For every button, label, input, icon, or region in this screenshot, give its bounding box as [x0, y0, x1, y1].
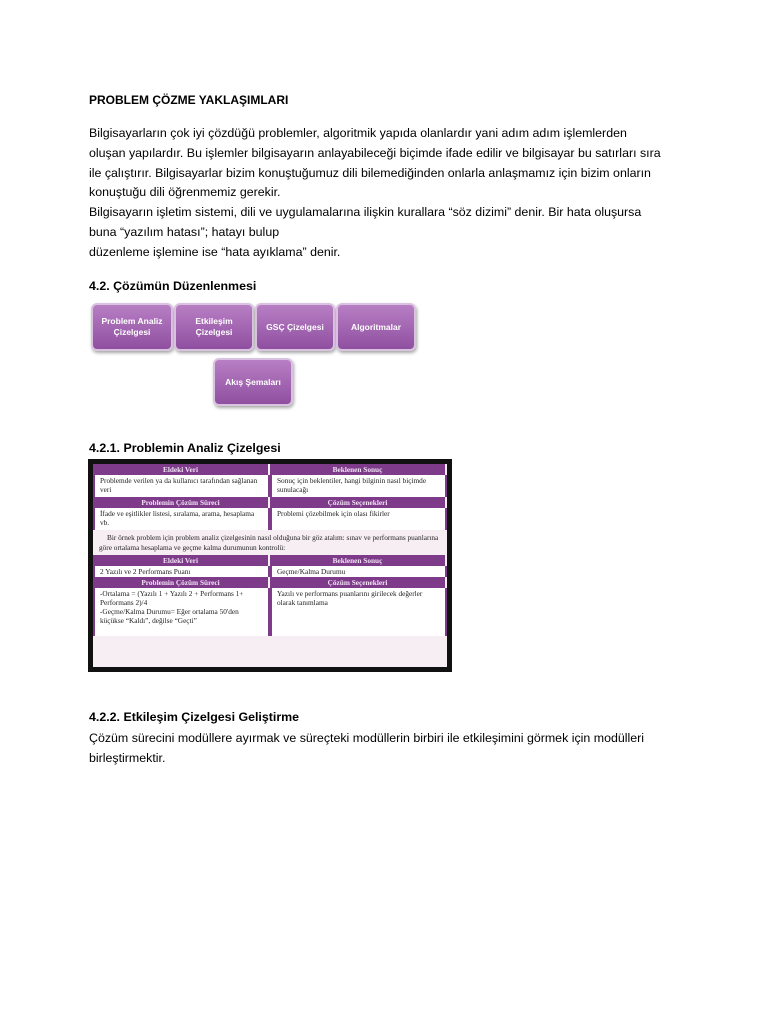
section-heading-4-2: 4.2. Çözümün Düzenlenmesi	[89, 279, 257, 293]
table-note: Bir örnek problem için problem analiz çizelgesinin nasıl olduğuna bir göz atalım: sınav ve performans puanlarına göre ortalama hesaplama ve geçme kalma durumunun kontrolü:	[99, 533, 439, 552]
paragraph-line: düzenleme işlemine ise “hata ayıklama” denir.	[89, 244, 341, 259]
interaction-chart-button: Etkileşim Çizelgesi	[174, 303, 254, 351]
gsc-chart-button: GSÇ Çizelgesi	[255, 303, 335, 351]
table-cell: Sonuç için beklentiler, hangi bilginin nasıl biçimde sunulacağı	[270, 475, 447, 497]
table-header: Çözüm Seçenekleri	[270, 497, 447, 508]
table-header: Çözüm Seçenekleri	[270, 577, 447, 588]
paragraph-line: oluşan yapılardır. Bu işlemler bilgisayarın anlayabileceği biçimde ifade edilir ve bilgisayar bu satırları sıra	[89, 145, 661, 160]
paragraph-line: birleştirmektir.	[89, 750, 166, 765]
table-cell: Problemde verilen ya da kullanıcı tarafından sağlanan veri	[93, 475, 270, 497]
table-cell: -Geçme/Kalma Durumu= Eğer ortalama 50'den küçükse “Kaldı”, değilse “Geçti”	[100, 607, 239, 625]
table-header: Problemin Çözüm Süreci	[93, 497, 270, 508]
table-cell: Geçme/Kalma Durumu	[270, 566, 447, 577]
table-header: Eldeki Veri	[93, 464, 270, 475]
page-title: PROBLEM ÇÖZME YAKLAŞIMLARI	[89, 93, 289, 107]
paragraph-line: konuştuğu dili öğrenmemiz gerekir.	[89, 185, 281, 200]
table-header: Beklenen Sonuç	[270, 464, 447, 475]
table-header: Eldeki Veri	[93, 555, 270, 566]
paragraph-line: buna “yazılım hatası”; hatayı bulup	[89, 224, 280, 239]
paragraph-line: ile çalıştırır. Bilgisayarlar bizim konuştuğumuz dili bilemediğinden onlarla anlaşmamız için bizim onların	[89, 165, 651, 180]
section-heading-4-2-1: 4.2.1. Problemin Analiz Çizelgesi	[89, 441, 281, 455]
flowcharts-button: Akış Şemaları	[213, 358, 293, 406]
table-cell: Problemi çözebilmek için olası fikirler	[270, 508, 447, 530]
paragraph-line: Çözüm sürecini modüllere ayırmak ve süreçteki modüllerin birbiri ile etkileşimini görmek için modülleri	[89, 731, 645, 745]
analysis-table-image	[88, 459, 452, 672]
table-cell: 2 Yazılı ve 2 Performans Puanı	[93, 566, 270, 577]
problem-analysis-chart-button: Problem Analiz Çizelgesi	[91, 303, 173, 351]
table-header: Problemin Çözüm Süreci	[93, 577, 270, 588]
algorithms-button: Algoritmalar	[336, 303, 416, 351]
section-4-2-2-paragraph	[89, 729, 679, 769]
table-cell: -Ortalama = (Yazılı 1 + Yazılı 2 + Performans 1+ Performans 2)/4	[100, 589, 244, 607]
table-cell: Yazılı ve performans puanlarını girilecek değerler olarak tanımlama	[270, 588, 447, 636]
paragraph-line: Bilgisayarın işletim sistemi, dili ve uygulamalarına ilişkin kurallara “söz dizimi” denir. Bir hata oluşursa	[89, 205, 642, 220]
section-heading-4-2-2: 4.2.2. Etkileşim Çizelgesi Geliştirme	[89, 710, 300, 724]
table-header: Beklenen Sonuç	[270, 555, 447, 566]
intro-paragraph	[89, 124, 679, 263]
table-cell: İfade ve eşitlikler listesi, sıralama, arama, hesaplama vb.	[93, 508, 270, 530]
paragraph-line: Bilgisayarların çok iyi çözdüğü problemler, algoritmik yapıda olanlardır yani adım adım işlemlerden	[89, 126, 627, 140]
